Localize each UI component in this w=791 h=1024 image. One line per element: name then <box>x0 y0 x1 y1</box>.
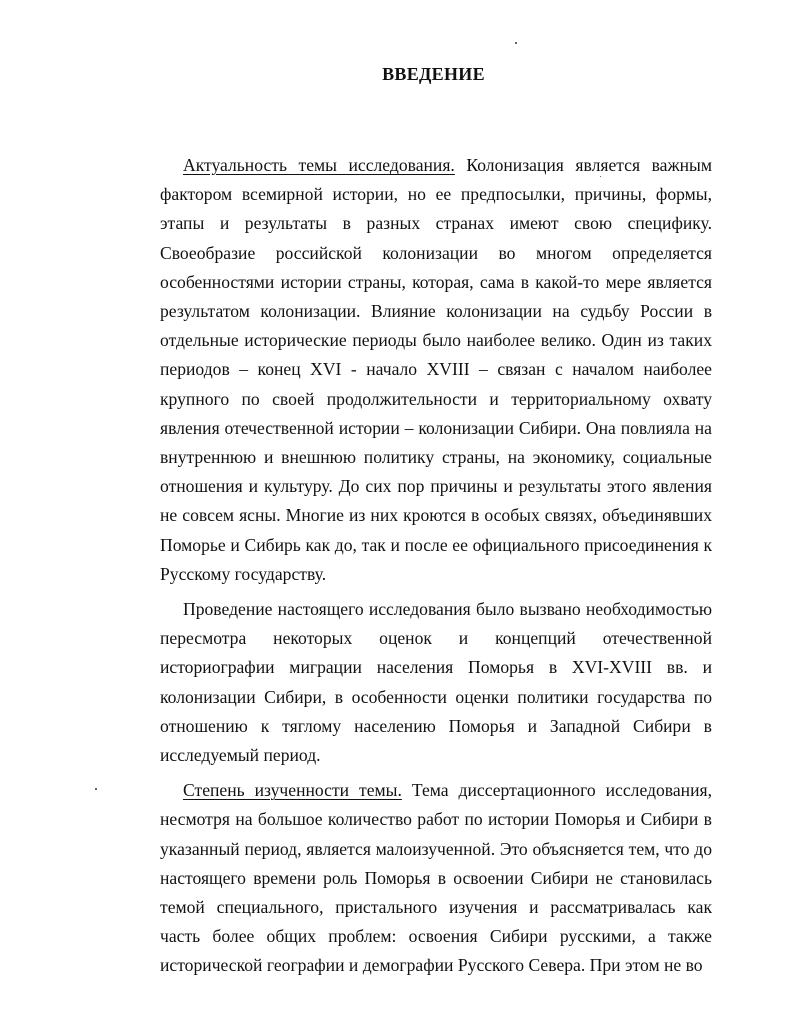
paragraph-lead-relevance: Актуальность темы исследования. <box>183 155 455 175</box>
paragraph-relevance <box>160 151 712 589</box>
scan-speck <box>95 788 97 790</box>
scan-speck <box>515 42 517 44</box>
paragraph-purpose <box>160 595 712 770</box>
paragraph-text-purpose: Проведение настоящего исследования было вызвано необходимостью пересмотра некоторых оценок и концепций отечественной историографии миграции населения Поморья в XVI-XVIII вв. и колонизации Сибири, в особенности оценки политики государства по отношению к тяглому населению Поморья и Западной Сибири в исследуемый период. <box>160 599 712 766</box>
scan-speck <box>600 176 601 177</box>
page-title: ВВЕДЕНИЕ <box>382 64 485 84</box>
paragraph-text-relevance: Колонизация является важным фактором всемирной истории, но ее предпосылки, причины, формы, этапы и результаты в разных странах имеют свою специфику. Своеобразие российской колонизации во многом определяется особенностями истории страны, которая, сама в какой-то мере является результатом колонизации. Влияние колонизации на судьбу России в отдельные исторические периоды было наиболее велико. Один из таких периодов – конец XVI - начало XVIII – связан с началом наиболее крупного по своей продолжительности и территориальному охвату явления отечественной истории – колонизации Сибири. Она повлияла на внутреннюю и внешнюю политику страны, на экономику, социальные отношения и культуру. До сих пор причины и результаты этого явления не совсем ясны. Многие из них кроются в особых связях, объединявших Поморье и Сибирь как до, так и после ее официального присоединения к Русскому государству. <box>160 155 712 584</box>
paragraph-text-study-degree: Тема диссертационного исследования, несмотря на большое количество работ по истории Поморья и Сибири в указанный период, является малоизученной. Это объясняется тем, что до настоящего времени роль Поморья в освоении Сибири не становилась темой специального, пристального изучения и рассматривалась как часть более общих проблем: освоения Сибири русскими, а также исторической географии и демографии Русского Севера. При этом не во <box>160 780 712 976</box>
paragraph-study-degree <box>160 776 712 980</box>
document-body <box>160 151 712 987</box>
paragraph-lead-study-degree: Степень изученности темы. <box>183 780 402 801</box>
